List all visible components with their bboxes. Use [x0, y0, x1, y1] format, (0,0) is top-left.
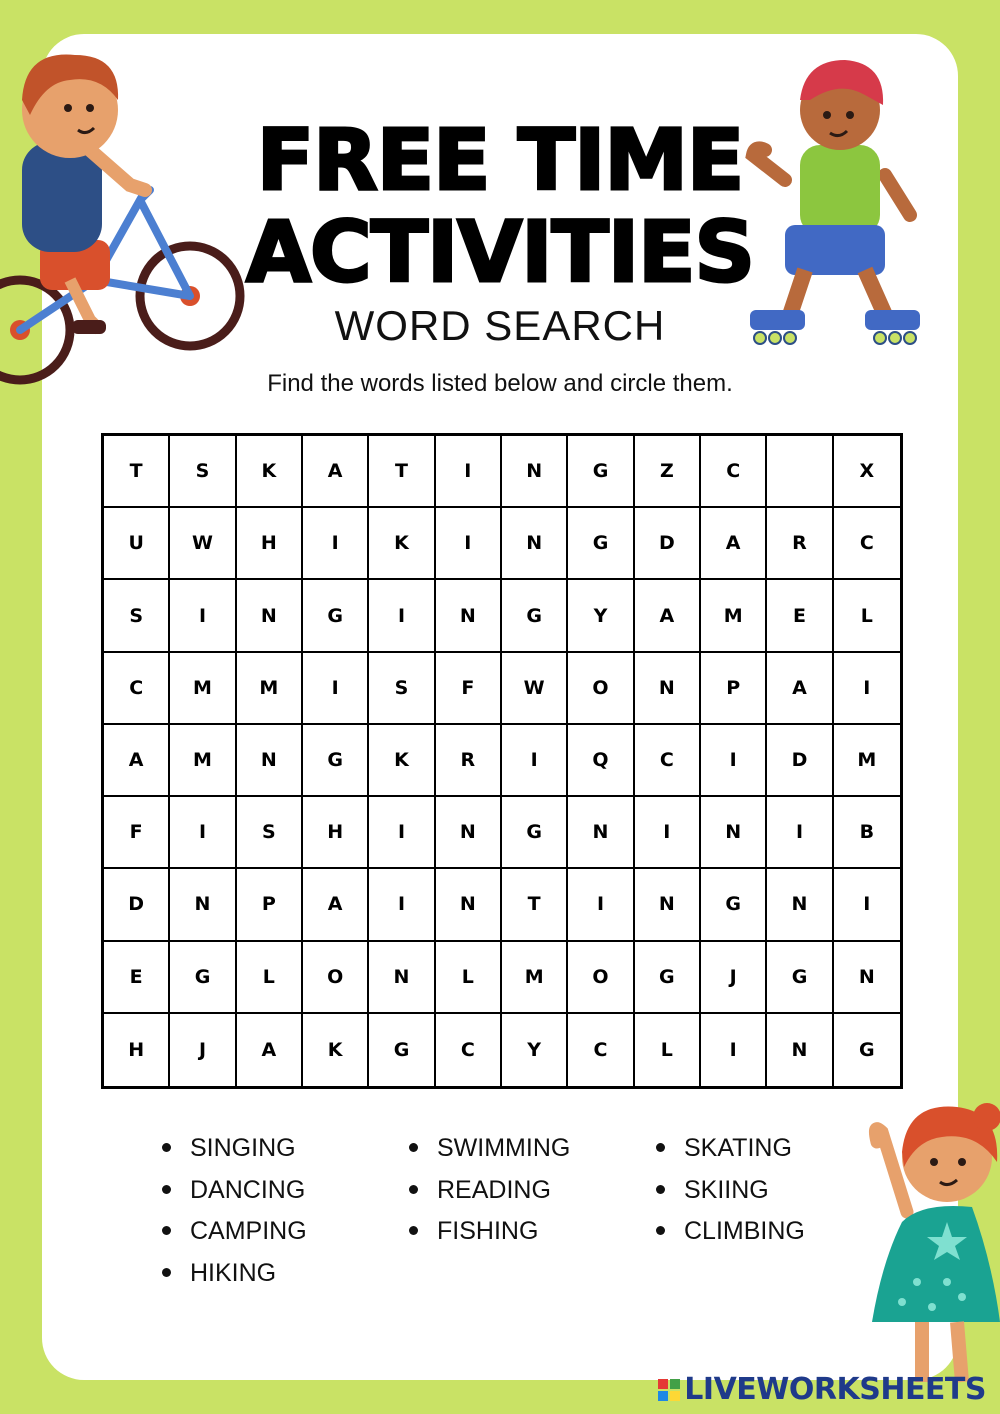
- grid-cell[interactable]: B: [834, 797, 900, 869]
- grid-cell[interactable]: C: [104, 653, 170, 725]
- word-list-item: SKATING: [656, 1130, 805, 1172]
- grid-cell[interactable]: N: [436, 580, 502, 652]
- grid-cell[interactable]: D: [635, 508, 701, 580]
- grid-cell[interactable]: N: [635, 869, 701, 941]
- subtitle: WORD SEARCH: [334, 302, 666, 349]
- word-list-item: DANCING: [162, 1172, 307, 1214]
- grid-cell[interactable]: N: [701, 797, 767, 869]
- grid-cell[interactable]: I: [369, 869, 435, 941]
- grid-cell[interactable]: K: [237, 436, 303, 508]
- grid-cell[interactable]: M: [834, 725, 900, 797]
- grid-cell[interactable]: N: [834, 942, 900, 1014]
- grid-cell[interactable]: I: [303, 508, 369, 580]
- grid-cell[interactable]: I: [369, 797, 435, 869]
- grid-cell[interactable]: P: [237, 869, 303, 941]
- grid-cell[interactable]: O: [303, 942, 369, 1014]
- grid-cell[interactable]: G: [568, 436, 634, 508]
- word-list-item: READING: [409, 1172, 570, 1214]
- grid-cell[interactable]: A: [237, 1014, 303, 1086]
- grid-cell[interactable]: M: [502, 942, 568, 1014]
- grid-cell[interactable]: H: [237, 508, 303, 580]
- grid-cell[interactable]: C: [568, 1014, 634, 1086]
- title-line-2: ACTIVITIES: [246, 203, 754, 301]
- grid-cell[interactable]: A: [303, 436, 369, 508]
- brand-text: LIVEWORKSHEETS: [684, 1372, 986, 1407]
- grid-cell[interactable]: G: [635, 942, 701, 1014]
- grid-cell[interactable]: S: [237, 797, 303, 869]
- grid-cell[interactable]: N: [767, 869, 833, 941]
- grid-cell[interactable]: G: [170, 942, 236, 1014]
- grid-cell[interactable]: E: [104, 942, 170, 1014]
- grid-cell[interactable]: W: [502, 653, 568, 725]
- grid-cell[interactable]: I: [170, 797, 236, 869]
- grid-cell[interactable]: D: [767, 725, 833, 797]
- grid-cell[interactable]: S: [170, 436, 236, 508]
- grid-cell[interactable]: H: [104, 1014, 170, 1086]
- liveworksheets-logo: [658, 1372, 986, 1407]
- grid-cell[interactable]: I: [834, 869, 900, 941]
- grid-cell[interactable]: O: [568, 942, 634, 1014]
- grid-cell[interactable]: N: [767, 1014, 833, 1086]
- grid-cell[interactable]: Q: [568, 725, 634, 797]
- grid-cell[interactable]: R: [436, 725, 502, 797]
- grid-cell[interactable]: L: [237, 942, 303, 1014]
- grid-cell[interactable]: T: [104, 436, 170, 508]
- grid-cell[interactable]: N: [568, 797, 634, 869]
- grid-cell[interactable]: K: [369, 508, 435, 580]
- grid-cell[interactable]: F: [436, 653, 502, 725]
- grid-cell[interactable]: L: [436, 942, 502, 1014]
- grid-cell[interactable]: N: [237, 725, 303, 797]
- grid-cell[interactable]: N: [237, 580, 303, 652]
- word-list-column-3: [656, 1130, 805, 1255]
- grid-cell[interactable]: G: [767, 942, 833, 1014]
- grid-cell[interactable]: G: [859, 1038, 875, 1061]
- grid-cell[interactable]: M: [170, 653, 236, 725]
- grid-cell[interactable]: I: [635, 797, 701, 869]
- instructions-text: Find the words listed below and circle them.: [267, 370, 733, 397]
- grid-cell[interactable]: A: [701, 508, 767, 580]
- grid-cell[interactable]: C: [834, 508, 900, 580]
- grid-cell[interactable]: C: [436, 1014, 502, 1086]
- grid-cell[interactable]: P: [701, 653, 767, 725]
- word-list-item: SINGING: [162, 1130, 307, 1172]
- grid-cell[interactable]: A: [635, 580, 701, 652]
- grid-cell[interactable]: E: [767, 580, 833, 652]
- word-list-column-2: [409, 1130, 570, 1255]
- grid-cell[interactable]: L: [635, 1014, 701, 1086]
- grid-cell[interactable]: I: [568, 869, 634, 941]
- grid-cell[interactable]: T: [502, 869, 568, 941]
- grid-cell[interactable]: N: [369, 942, 435, 1014]
- grid-cell[interactable]: O: [568, 653, 634, 725]
- grid-cell[interactable]: C: [635, 725, 701, 797]
- grid-cell[interactable]: K: [303, 1014, 369, 1086]
- grid-cell[interactable]: I: [436, 436, 502, 508]
- grid-cell[interactable]: R: [767, 508, 833, 580]
- grid-cell[interactable]: I: [767, 797, 833, 869]
- grid-cell[interactable]: M: [170, 725, 236, 797]
- grid-cell[interactable]: S: [369, 653, 435, 725]
- girl-waving-illustration: [862, 1092, 1000, 1414]
- grid-cell[interactable]: A: [767, 653, 833, 725]
- grid-cell[interactable]: N: [436, 797, 502, 869]
- grid-cell[interactable]: C: [701, 436, 767, 508]
- grid-cell[interactable]: G: [303, 580, 369, 652]
- grid-cell[interactable]: I: [369, 580, 435, 652]
- word-list-item: CLIMBING: [656, 1213, 805, 1255]
- word-search-grid[interactable]: [101, 433, 903, 1089]
- grid-cell[interactable]: G: [502, 797, 568, 869]
- grid-cell[interactable]: J: [701, 942, 767, 1014]
- grid-cell[interactable]: I: [303, 653, 369, 725]
- grid-cell[interactable]: A: [104, 725, 170, 797]
- grid-cell[interactable]: I: [701, 1014, 767, 1086]
- grid-cell[interactable]: N: [502, 436, 568, 508]
- word-list-item: SWIMMING: [409, 1130, 570, 1172]
- grid-cell[interactable]: U: [104, 508, 170, 580]
- grid-cell[interactable]: D: [104, 869, 170, 941]
- grid-cell[interactable]: I: [502, 725, 568, 797]
- grid-cell[interactable]: Z: [635, 436, 701, 508]
- grid-cell[interactable]: N: [502, 508, 568, 580]
- grid-cell[interactable]: S: [104, 580, 170, 652]
- word-list-column-1: [162, 1130, 307, 1296]
- grid-cell[interactable]: W: [170, 508, 236, 580]
- grid-cell[interactable]: M: [701, 580, 767, 652]
- grid-cell[interactable]: G: [369, 1014, 435, 1086]
- grid-cell[interactable]: N: [170, 869, 236, 941]
- grid-cell[interactable]: H: [303, 797, 369, 869]
- grid-cell[interactable]: I: [170, 580, 236, 652]
- grid-cell[interactable]: Y: [568, 580, 634, 652]
- grid-cell[interactable]: G: [303, 725, 369, 797]
- grid-cell[interactable]: L: [834, 580, 900, 652]
- grid-cell[interactable]: I: [436, 508, 502, 580]
- grid-cell[interactable]: [767, 436, 833, 508]
- grid-cell[interactable]: X: [834, 436, 900, 508]
- word-list-item: SKIING: [656, 1172, 805, 1214]
- grid-cell[interactable]: G: [568, 508, 634, 580]
- grid-cell[interactable]: K: [369, 725, 435, 797]
- grid-cell[interactable]: T: [369, 436, 435, 508]
- grid-cell[interactable]: F: [104, 797, 170, 869]
- word-list-item: FISHING: [409, 1213, 570, 1255]
- grid-cell[interactable]: N: [436, 869, 502, 941]
- grid-cell[interactable]: M: [237, 653, 303, 725]
- title-line-1: FREE TIME: [256, 111, 744, 209]
- grid-cell[interactable]: A: [303, 869, 369, 941]
- grid-cell[interactable]: I: [834, 653, 900, 725]
- grid-cell[interactable]: N: [635, 653, 701, 725]
- grid-cell[interactable]: I: [701, 725, 767, 797]
- liveworksheets-logo-icon: [658, 1379, 680, 1401]
- grid-cell[interactable]: G: [701, 869, 767, 941]
- grid-cell[interactable]: J: [170, 1014, 236, 1086]
- grid-cell[interactable]: Y: [502, 1014, 568, 1086]
- word-list-item: CAMPING: [162, 1213, 307, 1255]
- grid-cell[interactable]: G: [502, 580, 568, 652]
- word-list-item: HIKING: [162, 1255, 307, 1297]
